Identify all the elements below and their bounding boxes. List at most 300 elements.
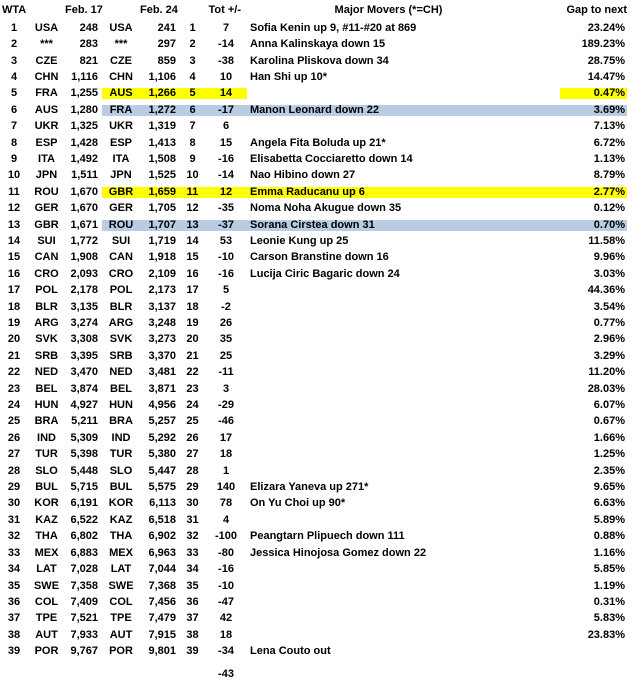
gap-to-next-cell: 11.20%	[588, 366, 625, 379]
country-feb17-cell: SVK	[35, 333, 58, 346]
rank-cell: 12	[7, 202, 21, 215]
major-mover-cell: Emma Raducanu up 6	[247, 187, 560, 198]
rank-cell: 34	[7, 563, 21, 576]
table-row	[0, 20, 634, 36]
rank-cell: 28	[7, 464, 21, 477]
rank-cell: 36	[7, 595, 21, 608]
country-feb24-cell: GBR	[102, 187, 140, 198]
gap-to-next-cell: 0.12%	[593, 202, 625, 215]
tot-rank-cell: 38	[186, 628, 199, 641]
country-feb17-cell: ITA	[38, 152, 55, 165]
plusminus-cell: -35	[218, 202, 234, 215]
gap-to-next-cell: 23.83%	[587, 628, 625, 641]
points-feb24-cell: 2,109	[148, 267, 176, 280]
country-feb17-cell: HUN	[34, 399, 59, 412]
major-mover-cell: Sofia Kenin up 9, #11-#20 at 869	[250, 21, 417, 34]
tot-rank-cell: 36	[186, 595, 199, 608]
rank-cell: 17	[7, 284, 21, 297]
country-feb24-cell: BRA	[109, 415, 133, 428]
country-feb24-cell: KOR	[108, 497, 134, 510]
tot-rank-cell: 28	[186, 464, 199, 477]
gap-to-next-cell: 11.58%	[588, 234, 625, 247]
rank-cell: 25	[7, 415, 21, 428]
table-row	[0, 168, 634, 184]
points-feb17-cell: 1,428	[70, 136, 98, 149]
country-feb17-cell: SWE	[33, 579, 60, 592]
points-feb24-cell: 5,292	[148, 431, 176, 444]
points-feb24-cell: 6,963	[148, 546, 176, 559]
points-feb24-cell: 7,479	[148, 612, 176, 625]
points-feb17-cell: 3,308	[70, 333, 98, 346]
country-feb17-cell: ROU	[34, 185, 59, 198]
country-feb17-cell: USA	[34, 21, 59, 34]
points-feb24-cell: 3,137	[148, 300, 176, 313]
points-feb24-cell: 3,273	[148, 333, 176, 346]
points-feb17-cell: 7,521	[70, 612, 98, 625]
points-feb17-cell: 1,908	[70, 251, 98, 264]
table-row	[0, 397, 634, 413]
tot-rank-cell: 30	[186, 497, 199, 510]
tot-rank-cell: 34	[186, 563, 199, 576]
points-feb24-cell: 6,113	[149, 497, 176, 510]
points-feb17-cell: 821	[79, 54, 98, 67]
rank-cell: 27	[7, 448, 21, 461]
points-feb17-cell: 1,492	[70, 152, 98, 165]
country-feb17-cell: ARG	[34, 317, 59, 330]
points-feb17-cell: 5,398	[70, 448, 98, 461]
rank-cell: 5	[10, 87, 18, 100]
table-row	[0, 332, 634, 348]
table-row	[0, 430, 634, 446]
gap-to-next-cell: 3.54%	[593, 300, 625, 313]
points-feb24-cell: 1,707	[140, 220, 180, 231]
gap-to-next-cell: 1.19%	[593, 579, 625, 592]
country-feb24-cell: AUS	[102, 88, 140, 99]
points-feb17-cell: 3,274	[70, 317, 98, 330]
points-feb24-cell: 6,518	[148, 513, 176, 526]
points-feb24-cell: 1,525	[148, 169, 176, 182]
country-feb24-cell: AUT	[109, 628, 133, 641]
country-feb17-cell: BRA	[34, 415, 59, 428]
table-row	[0, 250, 634, 266]
country-feb17-cell: TUR	[35, 448, 58, 461]
header-major-movers: Major Movers (*=CH)	[334, 3, 443, 16]
rank-cell: 19	[7, 317, 21, 330]
gap-to-next-cell: 6.63%	[593, 497, 625, 510]
country-feb24-cell: IND	[111, 431, 131, 444]
table-row	[0, 643, 634, 659]
country-feb24-cell: CHN	[109, 70, 133, 83]
rank-cell: 13	[7, 218, 21, 231]
tot-rank-cell: 15	[186, 251, 199, 264]
points-feb17-cell: 3,470	[70, 366, 98, 379]
rank-cell: 21	[7, 349, 21, 362]
country-feb24-cell: TPE	[110, 612, 132, 625]
points-feb24-cell: 7,368	[148, 579, 176, 592]
points-feb24-cell: 3,248	[148, 317, 176, 330]
points-feb17-cell: 3,395	[70, 349, 98, 362]
country-feb17-cell: ESP	[35, 136, 58, 149]
gap-to-next-cell: 8.79%	[593, 169, 625, 182]
table-row	[0, 36, 634, 52]
rank-cell: 4	[10, 70, 18, 83]
table-row	[0, 578, 634, 594]
table-row	[0, 496, 634, 512]
points-feb24-cell: 859	[157, 54, 176, 67]
gap-to-next-cell: 1.25%	[593, 448, 625, 461]
country-feb24-cell: CRO	[108, 267, 134, 280]
points-feb24-cell: 9,801	[148, 645, 176, 658]
table-row	[0, 611, 634, 627]
gap-to-next-cell: 1.66%	[593, 431, 625, 444]
tot-rank-cell: 39	[186, 645, 199, 658]
plusminus-cell: 10	[219, 70, 233, 83]
rank-cell: 35	[7, 579, 21, 592]
points-feb24-cell: 1,106	[148, 70, 176, 83]
points-feb24-cell: 5,257	[148, 415, 176, 428]
major-mover-cell: Peangtarn Plipuech down 111	[250, 530, 405, 543]
table-row	[0, 200, 634, 216]
table-row	[0, 627, 634, 643]
tot-rank-cell: 17	[186, 284, 199, 297]
plusminus-cell: -2	[221, 300, 231, 313]
tot-rank-cell: 35	[186, 579, 199, 592]
points-feb17-cell: 283	[79, 38, 98, 51]
table-row	[0, 53, 634, 69]
points-feb24-cell: 4,956	[148, 399, 176, 412]
plusminus-cell: 3	[222, 382, 230, 395]
points-feb17-cell: 5,211	[71, 415, 98, 428]
points-feb17-cell: 5,448	[70, 464, 98, 477]
rank-cell: 20	[7, 333, 21, 346]
rank-cell: 9	[10, 152, 18, 165]
plusminus-cell: 1	[222, 464, 230, 477]
points-feb17-cell: 7,028	[70, 563, 98, 576]
country-feb24-cell: POR	[109, 645, 133, 658]
gap-to-next-cell: 7.13%	[593, 120, 625, 133]
points-feb17-cell: 1,511	[71, 169, 98, 182]
rank-cell: 38	[7, 628, 21, 641]
country-feb17-cell: COL	[34, 595, 59, 608]
gap-to-next-cell: 6.07%	[593, 399, 625, 412]
table-row	[0, 86, 634, 102]
major-mover-cell: Elizara Yaneva up 271*	[250, 481, 369, 494]
country-feb24-cell: UKR	[109, 120, 133, 133]
table-header-row	[0, 0, 634, 20]
tot-rank-cell: 19	[186, 317, 199, 330]
tot-rank-cell: 18	[186, 300, 199, 313]
table-row	[0, 529, 634, 545]
rank-cell: 18	[7, 300, 21, 313]
gap-to-next-cell: 2.96%	[593, 333, 625, 346]
plusminus-cell: 26	[219, 317, 233, 330]
table-row	[0, 217, 634, 233]
rank-cell: 14	[7, 234, 21, 247]
tot-rank-cell: 31	[186, 513, 199, 526]
country-feb17-cell: MEX	[34, 546, 59, 559]
country-feb24-cell: JPN	[110, 169, 132, 182]
tot-rank-cell: 11	[180, 187, 205, 198]
points-feb24-cell: 2,173	[148, 284, 176, 297]
major-mover-cell: Anna Kalinskaya down 15	[250, 38, 386, 51]
table-row	[0, 381, 634, 397]
country-feb24-cell: KAZ	[109, 513, 133, 526]
plusminus-total: -43	[218, 668, 234, 681]
points-feb24-cell: 241	[157, 21, 176, 34]
points-feb24-cell: 1,918	[148, 251, 176, 264]
gap-to-next-cell: 1.16%	[593, 546, 625, 559]
points-feb17-cell: 3,135	[70, 300, 98, 313]
points-feb24-cell: 1,719	[148, 234, 176, 247]
gap-to-next-cell: 0.47%	[560, 88, 627, 99]
points-feb24-cell: 5,575	[148, 481, 176, 494]
rank-cell: 26	[7, 431, 21, 444]
table-row	[0, 151, 634, 167]
plusminus-cell: 4	[222, 513, 230, 526]
points-feb17-cell: 248	[79, 21, 98, 34]
country-feb17-cell: TPE	[35, 612, 58, 625]
country-feb17-cell: BLR	[35, 300, 58, 313]
country-feb24-cell: CAN	[109, 251, 133, 264]
table-row	[0, 348, 634, 364]
country-feb24-cell: BEL	[110, 382, 132, 395]
gap-to-next-cell: 5.89%	[593, 513, 625, 526]
points-feb24-cell: 7,044	[148, 563, 176, 576]
table-row	[0, 299, 634, 315]
country-feb24-cell: FRA	[102, 105, 140, 116]
table-row	[0, 594, 634, 610]
country-feb24-cell: TUR	[109, 448, 133, 461]
major-mover-cell: Karolina Pliskova down 34	[250, 54, 389, 67]
gap-to-next-cell: 3.03%	[593, 267, 625, 280]
points-feb17-cell: 1,116	[71, 70, 98, 83]
tot-rank-cell: 16	[186, 267, 199, 280]
plusminus-cell: -10	[218, 251, 234, 264]
points-feb17-cell: 2,178	[70, 284, 98, 297]
rank-cell: 24	[7, 399, 21, 412]
country-feb17-cell: JPN	[35, 169, 58, 182]
rank-cell: 1	[10, 21, 18, 34]
points-feb17-cell: 7,933	[70, 628, 98, 641]
country-feb17-cell: KOR	[34, 497, 59, 510]
table-row	[0, 561, 634, 577]
country-feb24-cell: BLR	[109, 300, 133, 313]
table-row	[0, 365, 634, 381]
tot-rank-cell: 13	[180, 220, 205, 231]
points-feb24-cell: 1,413	[148, 136, 176, 149]
points-feb17-cell: 7,358	[70, 579, 98, 592]
country-feb17-cell: CRO	[34, 267, 59, 280]
points-feb24-cell: 7,915	[148, 628, 176, 641]
plusminus-cell: -38	[218, 54, 234, 67]
table-row	[0, 545, 634, 561]
plusminus-cell: 15	[219, 136, 233, 149]
gap-to-next-cell: 0.88%	[593, 530, 625, 543]
table-row	[0, 447, 634, 463]
table-row	[0, 135, 634, 151]
table-body	[0, 20, 634, 660]
points-feb17-cell: 1,670	[70, 185, 98, 198]
country-feb24-cell: COL	[109, 595, 133, 608]
points-feb24-cell: 6,902	[148, 530, 176, 543]
gap-to-next-cell: 3.69%	[560, 105, 627, 116]
points-feb17-cell: 1,325	[70, 120, 98, 133]
table-row	[0, 463, 634, 479]
header-wta: WTA	[2, 3, 27, 16]
plusminus-cell: 140	[216, 481, 236, 494]
table-row	[0, 512, 634, 528]
rank-cell: 10	[7, 169, 21, 182]
table-row	[0, 283, 634, 299]
country-feb24-cell: LAT	[110, 563, 132, 576]
plusminus-cell: 25	[219, 349, 233, 362]
plusminus-cell: 5	[222, 284, 230, 297]
gap-to-next-cell: 5.85%	[593, 563, 625, 576]
country-feb17-cell: CZE	[35, 54, 58, 67]
plusminus-cell: 12	[205, 187, 247, 198]
country-feb24-cell: USA	[109, 21, 133, 34]
plusminus-cell: -16	[218, 267, 234, 280]
gap-to-next-cell: 9.65%	[593, 481, 625, 494]
tot-rank-cell: 10	[186, 169, 199, 182]
table-row	[0, 233, 634, 249]
rank-cell: 15	[7, 251, 21, 264]
country-feb24-cell: HUN	[109, 399, 133, 412]
tot-rank-cell: 3	[189, 54, 196, 67]
rank-cell: 3	[10, 54, 18, 67]
country-feb24-cell: SLO	[109, 464, 133, 477]
country-feb17-cell: BEL	[35, 382, 58, 395]
rank-cell: 8	[10, 136, 18, 149]
major-mover-cell: Angela Fita Boluda up 21*	[250, 136, 386, 149]
points-feb17-cell: 1,772	[70, 234, 98, 247]
country-feb24-cell: BUL	[109, 481, 133, 494]
plusminus-cell: 53	[219, 234, 233, 247]
country-feb17-cell: BUL	[35, 481, 58, 494]
tot-rank-cell: 23	[186, 382, 199, 395]
plusminus-cell: -34	[218, 645, 234, 658]
country-feb17-cell: FRA	[35, 87, 58, 100]
plusminus-cell: -37	[205, 220, 247, 231]
table-row	[0, 69, 634, 85]
major-mover-cell: Noma Noha Akugue down 35	[250, 202, 402, 215]
points-feb24-cell: 5,380	[148, 448, 176, 461]
country-feb24-cell: GER	[109, 202, 133, 215]
points-feb24-cell: 3,370	[148, 349, 176, 362]
plusminus-cell: 7	[222, 21, 230, 34]
tot-rank-cell: 8	[189, 136, 196, 149]
country-feb17-cell: CHN	[34, 70, 59, 83]
gap-to-next-cell: 5.83%	[593, 612, 625, 625]
rank-cell: 6	[10, 103, 18, 116]
points-feb17-cell: 6,883	[70, 546, 98, 559]
plusminus-cell: -80	[218, 546, 234, 559]
points-feb24-cell: 1,508	[148, 152, 176, 165]
plusminus-cell: -100	[214, 530, 238, 543]
points-feb24-cell: 7,456	[148, 595, 176, 608]
country-feb24-cell: SUI	[111, 234, 131, 247]
country-feb24-cell: ROU	[102, 220, 140, 231]
country-feb24-cell: SRB	[109, 349, 133, 362]
country-feb17-cell: NED	[34, 366, 59, 379]
points-feb24-cell: 1,659	[140, 187, 180, 198]
country-feb24-cell: ***	[114, 38, 128, 51]
country-feb24-cell: NED	[109, 366, 133, 379]
country-feb17-cell: GBR	[34, 218, 59, 231]
country-feb17-cell: ***	[40, 38, 53, 51]
major-mover-cell: Manon Leonard down 22	[247, 105, 560, 116]
rank-cell: 11	[8, 185, 20, 198]
rank-cell: 29	[7, 481, 21, 494]
gap-to-next-cell: 14.47%	[587, 70, 625, 83]
points-feb24-cell: 1,272	[140, 105, 180, 116]
country-feb24-cell: THA	[109, 530, 133, 543]
tot-rank-cell: 20	[186, 333, 199, 346]
points-feb17-cell: 6,191	[70, 497, 98, 510]
country-feb17-cell: SUI	[37, 234, 56, 247]
plusminus-cell: -46	[218, 415, 234, 428]
points-feb24-cell: 297	[157, 38, 176, 51]
country-feb17-cell: UKR	[34, 120, 59, 133]
gap-to-next-cell: 23.24%	[587, 21, 625, 34]
tot-rank-cell: 12	[186, 202, 199, 215]
rank-cell: 2	[10, 38, 18, 51]
plusminus-cell: 35	[219, 333, 233, 346]
table-row	[0, 315, 634, 331]
points-feb17-cell: 1,255	[70, 87, 98, 100]
points-feb17-cell: 6,802	[70, 530, 98, 543]
plusminus-cell: 78	[219, 497, 233, 510]
country-feb17-cell: AUT	[35, 628, 58, 641]
points-feb17-cell: 7,409	[70, 595, 98, 608]
plusminus-cell: -17	[205, 105, 247, 116]
plusminus-cell: 42	[219, 612, 233, 625]
plusminus-cell: -14	[218, 169, 234, 182]
rank-cell: 32	[7, 530, 21, 543]
country-feb24-cell: SVK	[109, 333, 133, 346]
gap-to-next-cell: 2.35%	[593, 464, 625, 477]
plusminus-cell: 18	[219, 448, 233, 461]
major-mover-cell: Jessica Hinojosa Gomez down 22	[250, 546, 427, 559]
table-row	[0, 102, 634, 118]
tot-rank-cell: 24	[186, 399, 199, 412]
gap-to-next-cell: 0.77%	[593, 317, 625, 330]
tot-rank-cell: 37	[186, 612, 199, 625]
header-tot-plusminus: Tot +/-	[208, 3, 241, 16]
country-feb17-cell: GER	[34, 202, 59, 215]
rank-cell: 30	[7, 497, 21, 510]
gap-to-next-cell: 6.72%	[593, 136, 625, 149]
country-feb17-cell: IND	[37, 431, 56, 444]
country-feb17-cell: KAZ	[35, 513, 58, 526]
points-feb17-cell: 5,309	[70, 431, 98, 444]
gap-to-next-cell: 9.96%	[593, 251, 625, 264]
country-feb17-cell: THA	[35, 530, 58, 543]
country-feb17-cell: CAN	[34, 251, 59, 264]
points-feb17-cell: 1,670	[70, 202, 98, 215]
tot-rank-cell: 14	[186, 234, 199, 247]
gap-to-next-cell: 3.29%	[593, 349, 625, 362]
country-feb17-cell: POR	[34, 645, 59, 658]
tot-rank-cell: 26	[186, 431, 199, 444]
plusminus-cell: -47	[218, 595, 234, 608]
points-feb24-cell: 1,319	[148, 120, 176, 133]
tot-rank-cell: 6	[180, 105, 205, 116]
rank-cell: 22	[7, 366, 21, 379]
major-mover-cell: Leonie Kung up 25	[250, 234, 349, 247]
rank-cell: 7	[10, 120, 18, 133]
points-feb24-cell: 3,481	[148, 366, 176, 379]
